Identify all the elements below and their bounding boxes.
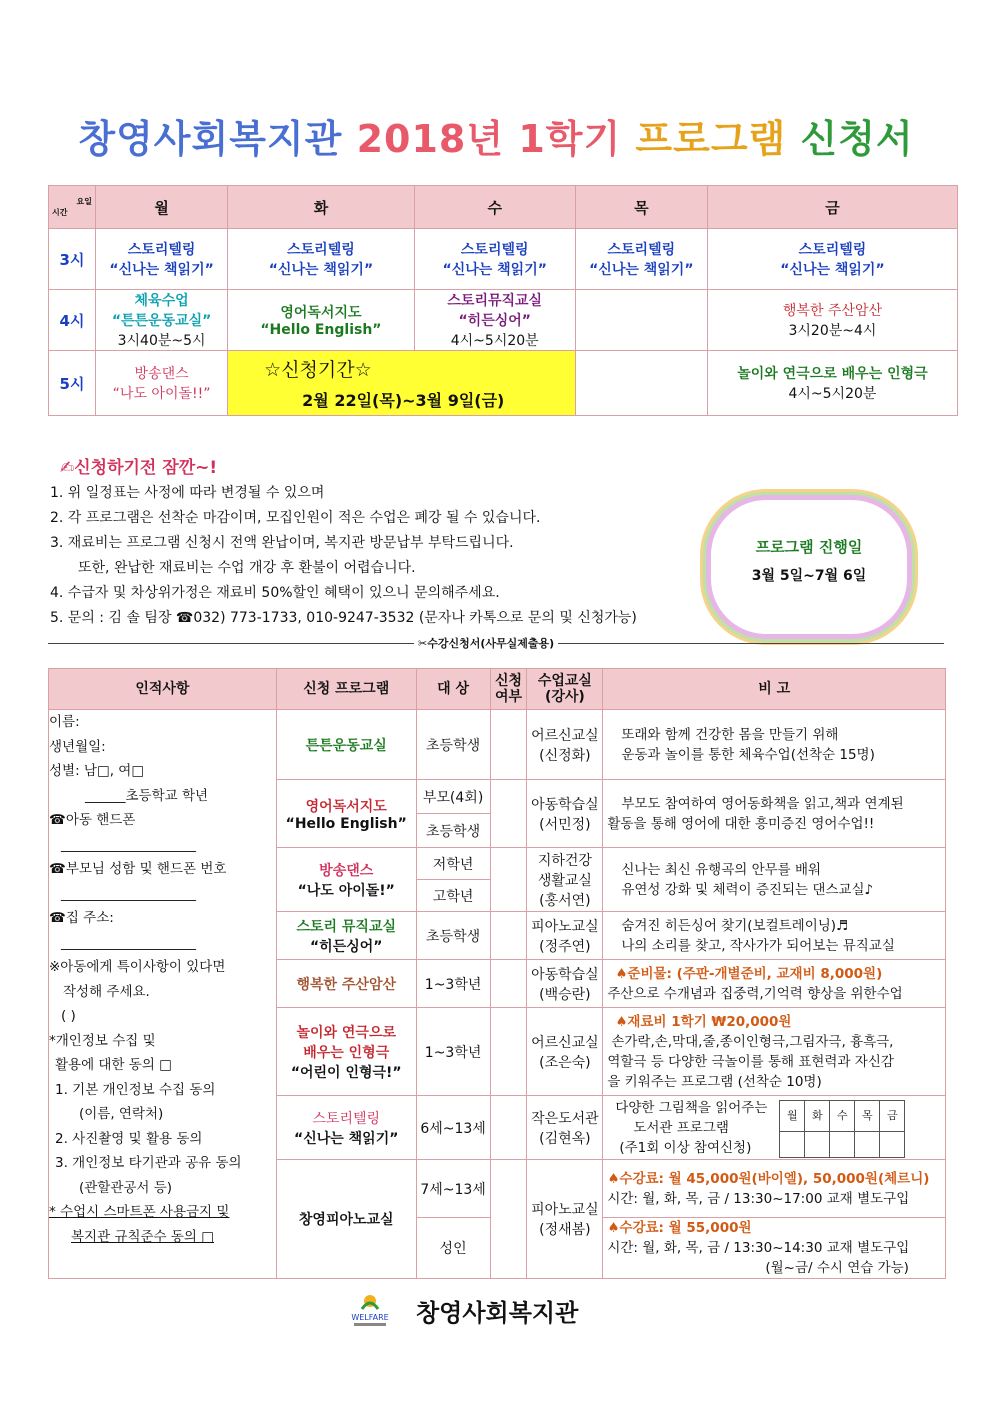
program-target: 초등학생 bbox=[416, 710, 490, 780]
name-field[interactable]: 이름: bbox=[49, 714, 80, 730]
child-phone-field[interactable]: ____________________ bbox=[61, 836, 196, 853]
program-note: 신나는 최신 유행곡의 안무를 배워 유연성 강화 및 체력이 증진되는 댄스교실♪ bbox=[603, 848, 946, 912]
privacy-consent-checkbox[interactable]: 활용에 대한 동의 □ bbox=[55, 1057, 172, 1073]
notice-heading: ✍신청하기전 잠깐~! bbox=[60, 458, 218, 478]
child-phone-label: ☎아동 핸드폰 bbox=[49, 812, 136, 828]
apply-checkbox[interactable] bbox=[490, 780, 527, 848]
header-program: 신청 프로그램 bbox=[276, 669, 416, 710]
notice-item: 또한, 완납한 재료비는 수업 개강 후 환불이 어렵습니다. bbox=[78, 560, 416, 576]
program-name: 스토리 뮤직교실 “히든싱어” bbox=[276, 912, 416, 960]
apply-checkbox[interactable] bbox=[490, 960, 527, 1008]
program-note: ♠수강료: 월 55,000원 시간: 월, 화, 목, 금 / 13:30~14:30 교재 별도구입 (월~금/ 수시 연습 가능) bbox=[603, 1218, 946, 1279]
notice-item: 4. 수급자 및 차상위가정은 재료비 50%할인 혜택이 있으니 문의해주세요. bbox=[50, 585, 500, 601]
program-target: 저학년 bbox=[416, 848, 490, 880]
schedule-cell: 방송댄스 “나도 아이돌!!” bbox=[96, 351, 228, 416]
special-note-label: ※아동에게 특이사항이 있다면 bbox=[49, 959, 226, 975]
program-room: 어르신교실 (조은숙) bbox=[527, 1008, 603, 1096]
title-part2: 2018년 bbox=[356, 117, 505, 161]
program-note: 숨겨진 히든싱어 찾기(보컬트레이닝)♬ 나의 소리를 찾고, 작사가가 되어보는 뮤직교실 bbox=[603, 912, 946, 960]
schedule-cell: 영어독서지도 “Hello English” bbox=[228, 290, 415, 351]
weekday-checkbox-grid[interactable]: 월 화 수 목 금 bbox=[779, 1100, 905, 1158]
time-4: 4시 bbox=[49, 290, 96, 351]
program-name: 행복한 주산암산 bbox=[276, 960, 416, 1008]
phone-rule-consent-checkbox[interactable]: 복지관 규칙준수 동의 □ bbox=[71, 1228, 214, 1245]
schedule-cell: 스토리텔링 “신나는 책읽기” bbox=[96, 229, 228, 290]
time-5: 5시 bbox=[49, 351, 96, 416]
notice-item: 3. 재료비는 프로그램 신청시 전액 완납이며, 복지관 방문납부 부탁드립니다. bbox=[50, 535, 514, 551]
program-room: 어르신교실 (신정화) bbox=[527, 710, 603, 780]
notice-item: 2. 각 프로그램은 선착순 마감이며, 모집인원이 적은 수업은 폐강 될 수 있습니다. bbox=[50, 510, 541, 526]
page-title bbox=[0, 108, 992, 163]
schedule-cell: 스토리텔링 “신나는 책읽기” bbox=[228, 229, 415, 290]
title-part3: 1학기 bbox=[518, 117, 622, 161]
welfare-logo-icon bbox=[348, 1289, 392, 1329]
program-target: 7세~13세 bbox=[416, 1160, 490, 1218]
privacy-consent-label: *개인정보 수집 및 bbox=[49, 1032, 156, 1049]
title-part4: 프로그램 bbox=[635, 117, 787, 161]
cloud-date: 3월 5일~7월 6일 bbox=[751, 568, 867, 584]
program-period-cloud bbox=[706, 495, 912, 639]
program-target: 6세~13세 bbox=[416, 1096, 490, 1160]
program-name: 튼튼운동교실 bbox=[276, 710, 416, 780]
program-room: 피아노교실 (정새봄) bbox=[527, 1160, 603, 1279]
personal-info-form[interactable]: 이름: 생년월일: 성별: 남□, 여□ ______초등학교 학년 ☎아동 핸드폰 ____________________ ☎부모님 성함 및 핸드폰 번호 ____________________ ☎집 주소: ____________________ ※아동에게 특이사항이 있다면 작성해 주세요. ( ) *개인정보 수집 및 활용에 대한 동의 □ 1. 기본 개인정보 수집 동의 (이름, 연락처) 2. 사진촬영 및 활용 동의 3. 개인정보 타기관과 공유 동의 (관할관공서 등) * 수업시 스마트폰 사용금지 및 복지관 규칙준수 동의 □ bbox=[49, 710, 277, 1279]
parent-phone-label: ☎부모님 성함 및 핸드폰 번호 bbox=[49, 861, 227, 877]
schedule-cell: 스토리텔링 “신나는 책읽기” bbox=[575, 229, 707, 290]
program-name: 영어독서지도 “Hello English” bbox=[276, 780, 416, 848]
schedule-cell bbox=[575, 290, 707, 351]
phone-rule-consent[interactable]: * 수업시 스마트폰 사용금지 및 bbox=[49, 1204, 230, 1220]
apply-checkbox[interactable] bbox=[490, 1008, 527, 1096]
schedule-corner: 요일 시간 bbox=[49, 186, 96, 229]
day-tue: 화 bbox=[228, 186, 415, 229]
schedule-cell: 스토리뮤직교실 “히든싱어” 4시~5시20분 bbox=[414, 290, 575, 351]
notice-item: 1. 위 일정표는 사정에 따라 변경될 수 있으며 bbox=[50, 485, 325, 501]
program-target: 초등학생 bbox=[416, 814, 490, 848]
program-target: 고학년 bbox=[416, 880, 490, 912]
header-room: 수업교실 (강사) bbox=[527, 669, 603, 710]
apply-checkbox[interactable] bbox=[490, 710, 527, 780]
day-fri: 금 bbox=[707, 186, 957, 229]
time-3: 3시 bbox=[49, 229, 96, 290]
program-target: 1~3학년 bbox=[416, 1008, 490, 1096]
svg-text:WELFARE: WELFARE bbox=[351, 1313, 389, 1322]
header-target: 대 상 bbox=[416, 669, 490, 710]
program-note: ♠재료비 1학기 ₩20,000원 손가락,손,막대,줄,종이인형극,그림자극, 흉흑극, 역할극 등 다양한 극놀이를 통해 표현력과 자신감 을 키워주는 프로그램 (선착순 10명) bbox=[603, 1008, 946, 1096]
schedule-cell bbox=[575, 351, 707, 416]
program-target: 초등학생 bbox=[416, 912, 490, 960]
program-room: 아동학습실 (백승란) bbox=[527, 960, 603, 1008]
footer-org-name: 창영사회복지관 bbox=[416, 1298, 579, 1327]
address-field[interactable]: ____________________ bbox=[61, 934, 196, 951]
birthdate-field[interactable]: 생년월일: bbox=[49, 738, 106, 755]
schedule-cell: 놀이와 연극으로 배우는 인형극 4시~5시20분 bbox=[707, 351, 957, 416]
program-room: 작은도서관 (김현옥) bbox=[527, 1096, 603, 1160]
cloud-title: 프로그램 진행일 bbox=[755, 538, 863, 556]
title-part5: 신청서 bbox=[800, 117, 914, 161]
program-target: 1~3학년 bbox=[416, 960, 490, 1008]
day-mon: 월 bbox=[96, 186, 228, 229]
notice-item: 5. 문의 : 김 솔 팀장 ☎032) 773-1733, 010-9247-3532 (문자나 카톡으로 문의 및 신청가능) bbox=[50, 610, 637, 626]
program-note: 다양한 그림책을 읽어주는 도서관 프로그램 (주1회 이상 참여신청) 월 화 수 목 금 bbox=[603, 1096, 946, 1160]
schedule-table bbox=[48, 185, 958, 416]
gender-field[interactable]: 성별: 남□, 여□ bbox=[49, 763, 145, 779]
schedule-cell: 행복한 주산암산 3시20분~4시 bbox=[707, 290, 957, 351]
school-field[interactable]: ______초등학교 학년 bbox=[85, 787, 209, 804]
program-note: 또래와 함께 건강한 몸을 만들기 위해 운동과 놀이를 통한 체육수업(선착순 15명) bbox=[603, 710, 946, 780]
program-target: 부모(4회) bbox=[416, 780, 490, 814]
program-room: 아동학습실 (서민정) bbox=[527, 780, 603, 848]
day-wed: 수 bbox=[414, 186, 575, 229]
footer bbox=[340, 1283, 600, 1333]
program-note: 부모도 참여하여 영어동화책을 읽고,책과 연계된 활동을 통해 영어에 대한 흥미증진 영어수업!! bbox=[603, 780, 946, 848]
cut-line-label: ✂수강신청서(사무실제출용) bbox=[414, 635, 558, 651]
address-label: ☎집 주소: bbox=[49, 910, 114, 926]
program-name: 스토리텔링 “신나는 책읽기” bbox=[276, 1096, 416, 1160]
program-note: ♠수강료: 월 45,000원(바이엘), 50,000원(체르니) 시간: 월, 화, 목, 금 / 13:30~17:00 교재 별도구입 bbox=[603, 1160, 946, 1218]
program-note: ♠준비물: (주판-개별준비, 교재비 8,000원) 주산으로 수개념과 집중력,기억력 향상을 위한수업 bbox=[603, 960, 946, 1008]
apply-checkbox[interactable] bbox=[490, 1160, 527, 1279]
program-room: 지하건강 생활교실 (홍서연) bbox=[527, 848, 603, 912]
application-period: ☆신청기간☆ 2월 22일(목)~3월 9일(금) bbox=[228, 351, 576, 416]
day-thu: 목 bbox=[575, 186, 707, 229]
header-apply: 신청 여부 bbox=[490, 669, 527, 710]
application-table bbox=[48, 668, 946, 1279]
header-note: 비 고 bbox=[603, 669, 946, 710]
header-info: 인적사항 bbox=[49, 669, 277, 710]
program-name: 놀이와 연극으로 배우는 인형극 “어린이 인형극!” bbox=[276, 1008, 416, 1096]
program-name: 방송댄스 “나도 아이돌!” bbox=[276, 848, 416, 912]
special-note-field[interactable]: ( ) bbox=[61, 1008, 76, 1024]
schedule-cell: 스토리텔링 “신나는 책읽기” bbox=[707, 229, 957, 290]
schedule-cell: 스토리텔링 “신나는 책읽기” bbox=[414, 229, 575, 290]
program-room: 피아노교실 (정주연) bbox=[527, 912, 603, 960]
apply-checkbox[interactable] bbox=[490, 912, 527, 960]
apply-checkbox[interactable] bbox=[490, 848, 527, 912]
schedule-cell: 체육수업 “튼튼운동교실” 3시40분~5시 bbox=[96, 290, 228, 351]
apply-checkbox[interactable] bbox=[490, 1096, 527, 1160]
title-part1: 창영사회복지관 bbox=[78, 117, 343, 161]
parent-phone-field[interactable]: ____________________ bbox=[61, 885, 196, 902]
program-name: 창영피아노교실 bbox=[276, 1160, 416, 1279]
program-target: 성인 bbox=[416, 1218, 490, 1279]
